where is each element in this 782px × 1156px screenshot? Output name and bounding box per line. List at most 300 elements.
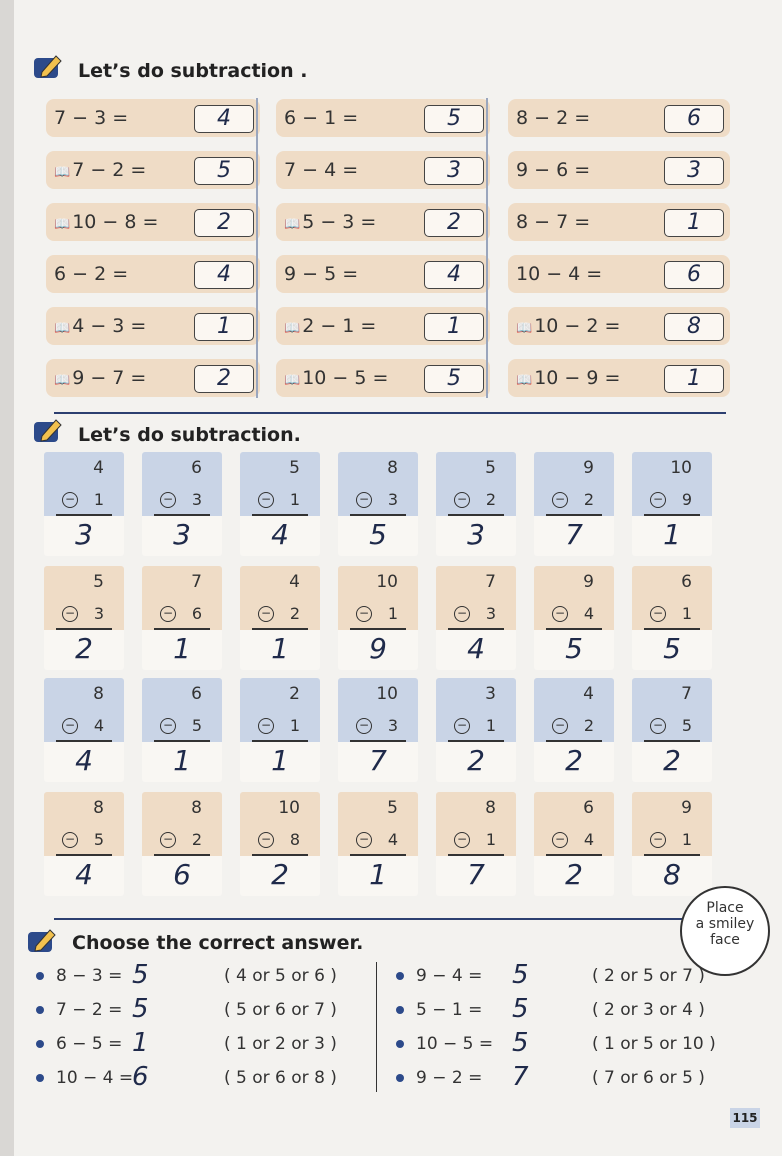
minus-icon: − (160, 832, 176, 848)
answer-box[interactable]: 8 (664, 313, 724, 341)
answer-options: ( 1 or 5 or 10 ) (592, 1034, 716, 1054)
question-text: 5 − 1 = (416, 1000, 483, 1020)
subtrahend: 1 (93, 490, 104, 509)
minus-icon: − (552, 832, 568, 848)
equation-text (284, 159, 358, 181)
card-top (534, 792, 614, 856)
answer-box[interactable]: 1 (664, 365, 724, 393)
subtraction-card (142, 678, 222, 782)
minuend: 10 (670, 458, 692, 478)
handwritten-answer: 3 (75, 518, 93, 551)
answer-box[interactable]: 5 (194, 157, 254, 185)
answer-line (644, 514, 700, 516)
answer-options: ( 7 or 6 or 5 ) (592, 1068, 705, 1088)
subtrahend: 6 (191, 604, 202, 623)
subtraction-card (534, 678, 614, 782)
equation-text (284, 367, 388, 389)
subtraction-card (44, 566, 124, 670)
question-text: 7 − 2 = (56, 1000, 123, 1020)
subtrahend: 2 (583, 716, 594, 735)
answer-box[interactable]: 4 (194, 105, 254, 133)
bullet-icon (396, 972, 404, 980)
answer-line (56, 628, 112, 630)
handwritten-answer: 2 (75, 632, 93, 665)
equation-label: 5 − 3 = (302, 211, 377, 233)
handwritten-answer: 8 (663, 858, 681, 891)
answer-line (644, 854, 700, 856)
card-top (44, 678, 124, 742)
answer-line (350, 514, 406, 516)
subtraction-card (436, 566, 516, 670)
equation-pill (276, 359, 490, 397)
subtrahend: 3 (485, 604, 496, 623)
minuend: 6 (191, 458, 202, 478)
equation-label: 8 − 2 = (516, 107, 591, 129)
answer-box[interactable]: 2 (424, 209, 484, 237)
book-icon: 📖 (54, 373, 71, 388)
minus-icon: − (650, 492, 666, 508)
question-text: 10 − 5 = (416, 1034, 494, 1054)
minus-icon: − (62, 492, 78, 508)
pencil-icon (28, 928, 58, 954)
subtraction-card (436, 678, 516, 782)
subtrahend: 3 (191, 490, 202, 509)
equation-text (284, 315, 376, 337)
answer-box[interactable]: 2 (194, 365, 254, 393)
column-divider (376, 962, 377, 1092)
handwritten-answer: 2 (565, 744, 583, 777)
minus-icon: − (552, 718, 568, 734)
column-divider (256, 98, 258, 398)
handwritten-answer[interactable]: 5 (132, 960, 149, 990)
equation-pill (276, 307, 490, 345)
minuend: 7 (485, 572, 496, 592)
handwritten-answer[interactable]: 1 (132, 1028, 149, 1058)
subtraction-card (632, 678, 712, 782)
subtraction-card (240, 792, 320, 896)
subtrahend: 5 (191, 716, 202, 735)
equation-label: 7 − 2 = (72, 159, 147, 181)
equation-pill (46, 255, 260, 293)
answer-box[interactable]: 1 (194, 313, 254, 341)
answer-options: ( 5 or 6 or 8 ) (224, 1068, 337, 1088)
equation-label: 6 − 1 = (284, 107, 359, 129)
minus-icon: − (454, 606, 470, 622)
question-text: 8 − 3 = (56, 966, 123, 986)
handwritten-answer: 1 (369, 858, 387, 891)
equation-text (516, 367, 620, 389)
equation-text (516, 315, 620, 337)
minus-icon: − (258, 606, 274, 622)
minuend: 9 (583, 572, 594, 592)
equation-label: 8 − 7 = (516, 211, 591, 233)
equation-pill (508, 99, 730, 137)
answer-line (154, 514, 210, 516)
book-icon: 📖 (516, 373, 533, 388)
handwritten-answer: 2 (663, 744, 681, 777)
card-top (436, 792, 516, 856)
subtraction-card (240, 452, 320, 556)
answer-line (546, 628, 602, 630)
question-text: 9 − 4 = (416, 966, 483, 986)
answer-line (154, 628, 210, 630)
answer-line (350, 854, 406, 856)
section-title-3: Choose the correct answer. (72, 932, 364, 954)
subtraction-card (142, 566, 222, 670)
answer-line (448, 854, 504, 856)
answer-options: ( 5 or 6 or 7 ) (224, 1000, 337, 1020)
subtrahend: 9 (681, 490, 692, 509)
minuend: 4 (93, 458, 104, 478)
workbook-page (14, 0, 782, 1156)
book-icon: 📖 (54, 165, 71, 180)
handwritten-answer: 5 (663, 632, 681, 665)
pencil-icon (34, 54, 64, 80)
equation-label: 7 − 3 = (54, 107, 129, 129)
handwritten-answer[interactable]: 5 (512, 994, 529, 1024)
equation-text (516, 107, 590, 129)
smiley-text-3: face (710, 932, 740, 948)
subtrahend: 1 (681, 830, 692, 849)
subtrahend: 8 (289, 830, 300, 849)
subtrahend: 1 (387, 604, 398, 623)
subtraction-card (632, 566, 712, 670)
subtraction-card (142, 792, 222, 896)
handwritten-answer: 2 (467, 744, 485, 777)
subtraction-card (632, 792, 712, 896)
card-top (240, 566, 320, 630)
smiley-text-2: a smiley (695, 916, 755, 932)
minuend: 8 (93, 684, 104, 704)
subtrahend: 2 (485, 490, 496, 509)
minus-icon: − (454, 492, 470, 508)
answer-line (644, 628, 700, 630)
handwritten-answer: 7 (369, 744, 387, 777)
subtraction-card (534, 452, 614, 556)
equation-label: 10 − 8 = (72, 211, 159, 233)
card-top (44, 452, 124, 516)
minus-icon: − (160, 718, 176, 734)
subtrahend: 2 (289, 604, 300, 623)
subtrahend: 4 (583, 830, 594, 849)
answer-box[interactable]: 5 (424, 365, 484, 393)
equation-text (54, 159, 146, 181)
minus-icon: − (650, 606, 666, 622)
minuend: 8 (387, 458, 398, 478)
subtraction-card (632, 452, 712, 556)
answer-line (350, 628, 406, 630)
book-icon: 📖 (54, 321, 71, 336)
equation-text (284, 263, 358, 285)
minuend: 4 (583, 684, 594, 704)
equation-label: 9 − 5 = (284, 263, 359, 285)
card-top (44, 566, 124, 630)
section-title-1: Let’s do subtraction . (78, 60, 308, 82)
bullet-icon (396, 1006, 404, 1014)
answer-box[interactable]: 2 (194, 209, 254, 237)
section-title-2: Let’s do subtraction. (78, 424, 301, 446)
minus-icon: − (258, 718, 274, 734)
handwritten-answer: 3 (173, 518, 191, 551)
minus-icon: − (62, 718, 78, 734)
answer-line (448, 628, 504, 630)
smiley-text-1: Place (706, 900, 744, 916)
answer-box[interactable]: 4 (424, 261, 484, 289)
minus-icon: − (160, 492, 176, 508)
equation-text (54, 315, 146, 337)
answer-line (252, 854, 308, 856)
minus-icon: − (356, 718, 372, 734)
answer-box[interactable]: 3 (664, 157, 724, 185)
equation-label: 10 − 5 = (302, 367, 389, 389)
book-icon: 📖 (516, 321, 533, 336)
minuend: 8 (93, 798, 104, 818)
equation-pill (508, 255, 730, 293)
minuend: 5 (289, 458, 300, 478)
answer-line (350, 740, 406, 742)
equation-text (284, 107, 358, 129)
handwritten-answer: 2 (271, 858, 289, 891)
equation-text (54, 263, 128, 285)
subtraction-card (436, 452, 516, 556)
answer-options: ( 2 or 5 or 7 ) (592, 966, 705, 986)
equation-text (284, 211, 376, 233)
card-top (436, 678, 516, 742)
equation-pill (508, 203, 730, 241)
minuend: 6 (681, 572, 692, 592)
handwritten-answer[interactable]: 7 (512, 1062, 529, 1092)
subtrahend: 1 (681, 604, 692, 623)
subtraction-card (44, 678, 124, 782)
minuend: 3 (485, 684, 496, 704)
minuend: 5 (485, 458, 496, 478)
minuend: 6 (191, 684, 202, 704)
subtrahend: 2 (583, 490, 594, 509)
page-number: 115 (730, 1108, 760, 1128)
pencil-icon (34, 418, 64, 444)
handwritten-answer: 1 (271, 744, 289, 777)
minus-icon: − (454, 718, 470, 734)
answer-line (448, 514, 504, 516)
minuend: 8 (191, 798, 202, 818)
equation-text (54, 211, 158, 233)
answer-line (252, 628, 308, 630)
minus-icon: − (356, 606, 372, 622)
subtraction-card (240, 678, 320, 782)
answer-line (644, 740, 700, 742)
answer-line (252, 740, 308, 742)
answer-box[interactable]: 1 (424, 313, 484, 341)
minus-icon: − (454, 832, 470, 848)
subtrahend: 4 (93, 716, 104, 735)
equation-label: 10 − 2 = (534, 315, 621, 337)
subtraction-card (44, 792, 124, 896)
subtraction-card (436, 792, 516, 896)
minus-icon: − (62, 832, 78, 848)
equation-label: 7 − 4 = (284, 159, 359, 181)
minus-icon: − (356, 832, 372, 848)
handwritten-answer[interactable]: 5 (512, 960, 529, 990)
subtrahend: 1 (289, 490, 300, 509)
handwritten-answer: 1 (173, 744, 191, 777)
handwritten-answer: 1 (173, 632, 191, 665)
answer-options: ( 1 or 2 or 3 ) (224, 1034, 337, 1054)
handwritten-answer[interactable]: 6 (132, 1062, 149, 1092)
equation-pill (46, 99, 260, 137)
equation-pill (276, 255, 490, 293)
answer-box[interactable]: 5 (424, 105, 484, 133)
handwritten-answer: 4 (75, 744, 93, 777)
equation-label: 6 − 2 = (54, 263, 129, 285)
subtraction-card (338, 678, 418, 782)
equation-pill (508, 151, 730, 189)
minuend: 10 (278, 798, 300, 818)
answer-box[interactable]: 1 (664, 209, 724, 237)
equation-label: 2 − 1 = (302, 315, 377, 337)
book-icon: 📖 (284, 321, 301, 336)
card-top (240, 452, 320, 516)
book-icon: 📖 (54, 217, 71, 232)
subtrahend: 3 (93, 604, 104, 623)
minuend: 7 (191, 572, 202, 592)
subtrahend: 1 (289, 716, 300, 735)
equation-text (54, 367, 146, 389)
book-icon: 📖 (284, 373, 301, 388)
card-top (338, 792, 418, 856)
answer-line (154, 854, 210, 856)
answer-box[interactable]: 3 (424, 157, 484, 185)
handwritten-answer[interactable]: 5 (132, 994, 149, 1024)
question-text: 10 − 4 = (56, 1068, 134, 1088)
answer-line (546, 854, 602, 856)
equation-pill (276, 151, 490, 189)
minus-icon: − (552, 492, 568, 508)
answer-line (56, 740, 112, 742)
equation-pill (46, 151, 260, 189)
minuend: 8 (485, 798, 496, 818)
handwritten-answer: 5 (565, 632, 583, 665)
subtraction-card (240, 566, 320, 670)
column-divider (486, 98, 488, 398)
equation-text (54, 107, 128, 129)
answer-box[interactable]: 4 (194, 261, 254, 289)
card-top (436, 452, 516, 516)
equation-pill (276, 99, 490, 137)
card-top (240, 678, 320, 742)
card-top (632, 678, 712, 742)
card-top (534, 566, 614, 630)
bullet-icon (36, 972, 44, 980)
subtrahend: 4 (387, 830, 398, 849)
equation-label: 4 − 3 = (72, 315, 147, 337)
equation-pill (46, 307, 260, 345)
equation-pill (508, 307, 730, 345)
equation-label: 9 − 7 = (72, 367, 147, 389)
card-top (142, 566, 222, 630)
question-text: 9 − 2 = (416, 1068, 483, 1088)
subtraction-card (44, 452, 124, 556)
subtrahend: 3 (387, 716, 398, 735)
card-top (534, 452, 614, 516)
minus-icon: − (552, 606, 568, 622)
bullet-icon (36, 1040, 44, 1048)
handwritten-answer: 7 (467, 858, 485, 891)
answer-line (252, 514, 308, 516)
subtraction-card (534, 566, 614, 670)
answer-options: ( 2 or 3 or 4 ) (592, 1000, 705, 1020)
subtraction-card (338, 566, 418, 670)
minuend: 10 (376, 572, 398, 592)
answer-line (546, 740, 602, 742)
bullet-icon (396, 1040, 404, 1048)
answer-options: ( 4 or 5 or 6 ) (224, 966, 337, 986)
equation-text (516, 263, 602, 285)
minuend: 7 (681, 684, 692, 704)
minuend: 9 (681, 798, 692, 818)
minuend: 2 (289, 684, 300, 704)
section-divider (54, 412, 726, 414)
minuend: 10 (376, 684, 398, 704)
smiley-face-box[interactable] (680, 886, 770, 976)
bullet-icon (36, 1074, 44, 1082)
handwritten-answer: 3 (467, 518, 485, 551)
subtrahend: 5 (681, 716, 692, 735)
minus-icon: − (160, 606, 176, 622)
equation-pill (46, 359, 260, 397)
equation-label: 10 − 4 = (516, 263, 603, 285)
card-top (632, 792, 712, 856)
minus-icon: − (62, 606, 78, 622)
section-divider (54, 918, 684, 920)
handwritten-answer: 7 (565, 518, 583, 551)
card-top (436, 566, 516, 630)
bullet-icon (396, 1074, 404, 1082)
handwritten-answer: 6 (173, 858, 191, 891)
card-top (44, 792, 124, 856)
handwritten-answer: 4 (271, 518, 289, 551)
handwritten-answer[interactable]: 5 (512, 1028, 529, 1058)
equation-pill (276, 203, 490, 241)
answer-line (56, 854, 112, 856)
bullet-icon (36, 1006, 44, 1014)
subtrahend: 5 (93, 830, 104, 849)
card-top (142, 452, 222, 516)
equation-text (516, 159, 590, 181)
handwritten-answer: 2 (565, 858, 583, 891)
subtraction-card (142, 452, 222, 556)
subtrahend: 4 (583, 604, 594, 623)
minus-icon: − (650, 832, 666, 848)
minus-icon: − (258, 492, 274, 508)
subtraction-card (534, 792, 614, 896)
answer-box[interactable]: 6 (664, 261, 724, 289)
minuend: 5 (93, 572, 104, 592)
subtrahend: 3 (387, 490, 398, 509)
card-top (142, 678, 222, 742)
handwritten-answer: 9 (369, 632, 387, 665)
card-top (534, 678, 614, 742)
subtrahend: 1 (485, 830, 496, 849)
subtrahend: 1 (485, 716, 496, 735)
subtraction-card (338, 792, 418, 896)
answer-line (448, 740, 504, 742)
answer-line (154, 740, 210, 742)
handwritten-answer: 5 (369, 518, 387, 551)
equation-text (516, 211, 590, 233)
minuend: 5 (387, 798, 398, 818)
equation-label: 9 − 6 = (516, 159, 591, 181)
answer-box[interactable]: 6 (664, 105, 724, 133)
